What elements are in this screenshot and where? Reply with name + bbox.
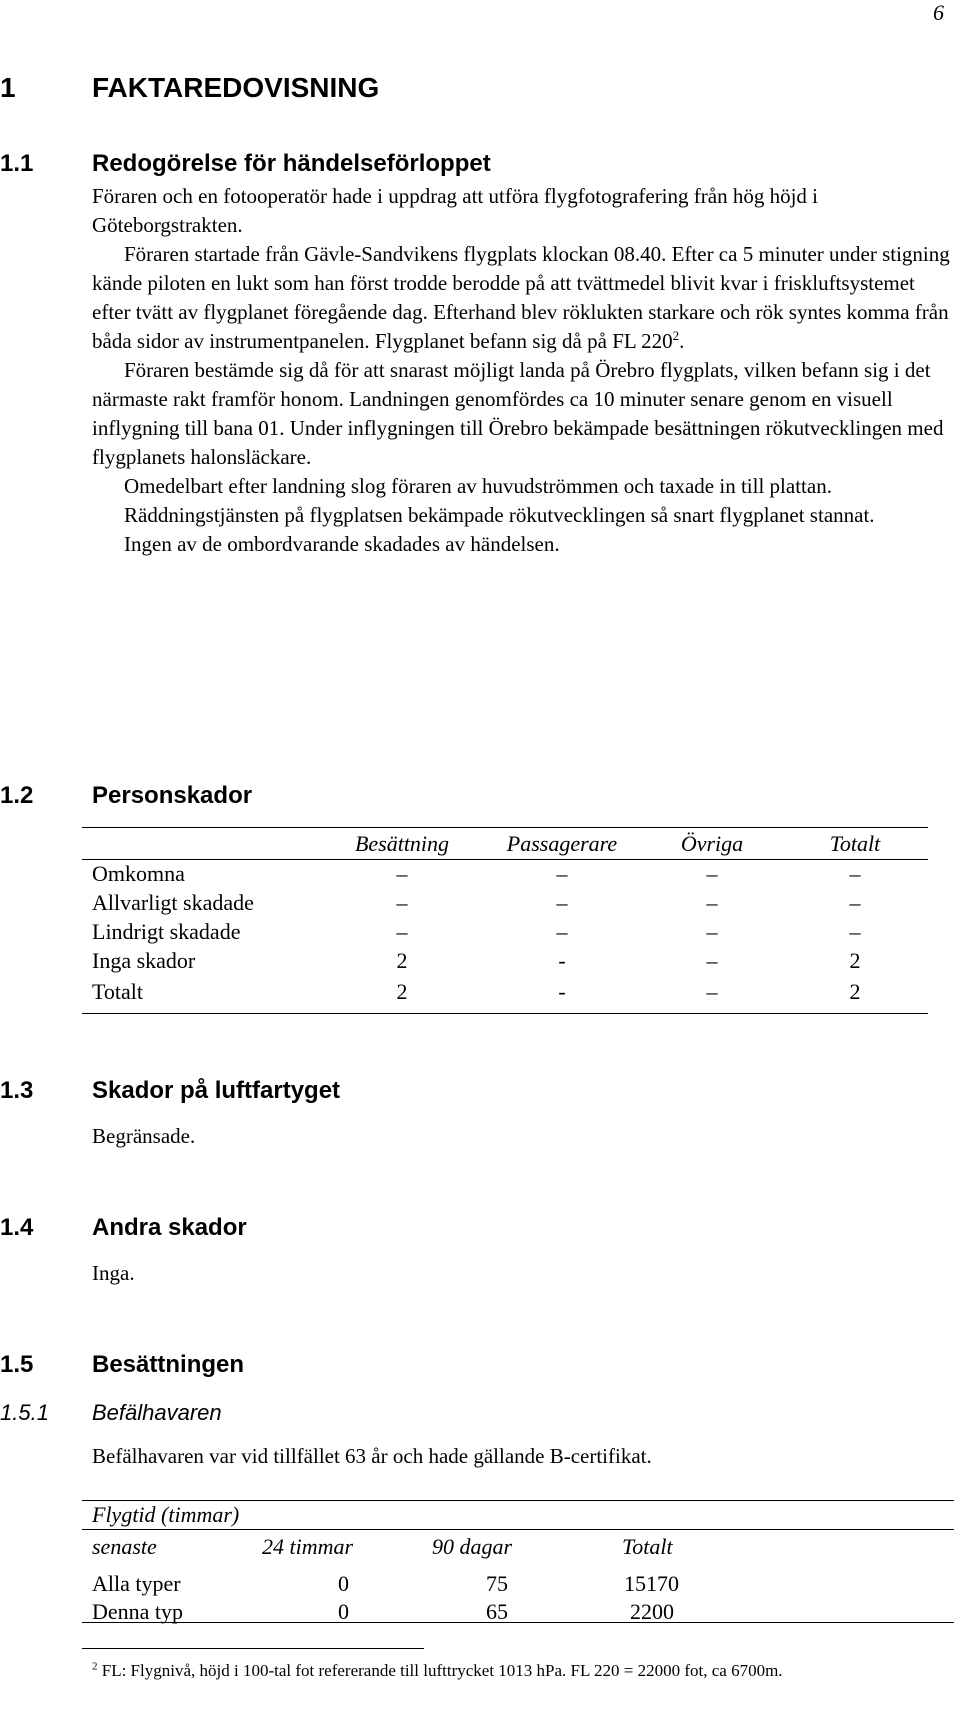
footnote-mark: 2 — [92, 1660, 98, 1673]
section-number: 1.5 — [0, 1351, 34, 1378]
section-title: Andra skador — [92, 1214, 247, 1241]
table-row — [92, 946, 928, 975]
flight-table-title-rule — [82, 1529, 954, 1530]
section-heading-1-5 — [0, 1351, 960, 1383]
table-cell: – — [849, 860, 861, 886]
paragraph — [92, 240, 954, 356]
header-cell: 24 timmar — [262, 1534, 354, 1559]
table-cell: 2 — [396, 947, 408, 973]
section-title: Skador på luftfartyget — [92, 1077, 341, 1104]
table-cell: 75 — [486, 1571, 508, 1596]
row-label: Alla typer — [92, 1571, 181, 1596]
table-cell: 2 — [849, 947, 861, 973]
damage-text: Begränsade. — [92, 1124, 196, 1148]
table-cell: – — [849, 889, 861, 915]
section-heading-1-2 — [0, 782, 960, 814]
table-cell: 0 — [338, 1571, 349, 1596]
table-cell: 2 — [396, 979, 408, 1004]
flight-table-top-rule — [82, 1500, 954, 1501]
table-cell: – — [396, 860, 408, 886]
section-title: Befälhavaren — [92, 1400, 222, 1425]
header-cell: 90 dagar — [432, 1534, 513, 1559]
flight-time-table — [92, 1531, 722, 1626]
section-title: Redogörelse för händelseförloppet — [92, 150, 491, 177]
table-cell: 2200 — [630, 1598, 674, 1624]
period: . — [679, 329, 685, 353]
footnote-separator — [82, 1648, 424, 1649]
section-number: 1.2 — [0, 782, 34, 809]
table-cell: – — [396, 918, 408, 944]
injury-table — [92, 829, 928, 1009]
table-cell: 15170 — [624, 1571, 679, 1596]
row-label: Omkomna — [92, 860, 185, 886]
paragraph: Räddningstjänsten på flygplatsen bekämpade rökutvecklingen så snart flygplanet stannat. — [124, 503, 875, 527]
header-cell: Övriga — [680, 831, 744, 856]
header-cell: Passagerare — [506, 831, 618, 856]
section-heading-1-4 — [0, 1214, 960, 1246]
other-damage-text: Inga. — [92, 1261, 135, 1285]
table-top-rule — [82, 827, 928, 828]
table-cell: – — [556, 860, 568, 886]
table-cell: – — [396, 889, 408, 915]
header-cell: senaste — [92, 1534, 157, 1559]
header-cell: Besättning — [354, 831, 450, 856]
table-row — [92, 917, 928, 946]
table-cell: – — [706, 860, 718, 886]
section-heading-1-5-1 — [0, 1400, 960, 1430]
table-cell: – — [556, 918, 568, 944]
table-row — [92, 1563, 722, 1597]
section-number: 1.5.1 — [0, 1400, 49, 1425]
footnote — [92, 1660, 952, 1682]
section-title: FAKTAREDOVISNING — [92, 72, 380, 103]
section-heading-1-3 — [0, 1077, 960, 1109]
table-cell: – — [849, 918, 861, 944]
table-cell: - — [558, 947, 566, 973]
section-heading-1-1 — [0, 150, 960, 182]
footnote-ref: 2 — [672, 328, 680, 343]
section-number: 1.4 — [0, 1214, 34, 1241]
footnote-text: FL: Flygnivå, höjd i 100-tal fot refererande till lufttrycket 1013 hPa. FL 220 = 22000 fot, ca 6700m. — [97, 1661, 783, 1680]
table-row — [92, 888, 928, 917]
table-cell: – — [706, 889, 718, 915]
header-cell: Totalt — [829, 831, 881, 856]
table-cell: – — [706, 947, 718, 973]
table-cell: – — [556, 889, 568, 915]
header-blank — [92, 829, 322, 859]
row-label: Totalt — [92, 979, 144, 1004]
flight-table-bottom-rule — [82, 1622, 954, 1623]
section-title: Personskador — [92, 782, 253, 809]
commander-text: Befälhavaren var vid tillfället 63 år och hade gällande B-certifikat. — [92, 1444, 652, 1468]
table-cell: – — [706, 918, 718, 944]
table-header-row — [92, 1531, 722, 1563]
section-title: Besättningen — [92, 1351, 245, 1378]
row-label: Inga skador — [92, 947, 196, 973]
table-cell: 0 — [338, 1598, 349, 1624]
table-cell: 2 — [849, 979, 861, 1004]
table-cell: 65 — [486, 1598, 508, 1624]
section-heading-1 — [0, 72, 960, 108]
section-number: 1 — [0, 72, 16, 103]
row-label: Lindrigt skadade — [92, 918, 241, 944]
table-cell: - — [558, 979, 566, 1004]
table-row — [92, 975, 928, 1009]
table-row — [92, 859, 928, 888]
flight-table-title: Flygtid (timmar) — [92, 1502, 240, 1527]
paragraph: Ingen av de ombordvarande skadades av händelsen. — [124, 532, 560, 556]
header-cell: Totalt — [622, 1534, 673, 1559]
paragraph: Föraren bestämde sig då för att snarast möjligt landa på Örebro flygplats, vilken befann sig i det närmaste rakt framför honom. Landningen genomfördes ca 10 minuter senare genom en visuell inflygning till bana 01. Under inflygningen till Örebro bekämpade besättningen rökutvecklingen med flygplanets halonsläckare. — [92, 358, 944, 469]
paragraph-text: Föraren startade från Gävle-Sandvikens flygplats klockan 08.40. Efter ca 5 minuter under stigning kände piloten en lukt som han först trodde berodde på att tvättmedel blivit kvar i friskluftsystemet efter tvätt av flygplanet föregående dag. Efterhand blev röklukten starkare och rök syntes komma från båda sidor av instrumentpanelen. Flygplanet befann sig då på FL 220 — [92, 242, 950, 353]
page-number: 6 — [933, 0, 944, 25]
paragraph: Omedelbart efter landning slog föraren av huvudströmmen och taxade in till plattan. — [124, 474, 832, 498]
row-label: Allvarligt skadade — [92, 889, 254, 915]
narrative-text — [92, 182, 954, 559]
section-number: 1.3 — [0, 1077, 34, 1104]
table-header-rule — [82, 859, 928, 860]
paragraph: Föraren och en fotooperatör hade i uppdrag att utföra flygfotografering från hög höjd i Göteborgstrakten. — [92, 184, 818, 237]
table-bottom-rule — [82, 1013, 928, 1014]
section-number: 1.1 — [0, 150, 34, 177]
table-cell: – — [706, 979, 718, 1004]
table-header-row — [92, 829, 928, 859]
row-label: Denna typ — [92, 1598, 184, 1624]
